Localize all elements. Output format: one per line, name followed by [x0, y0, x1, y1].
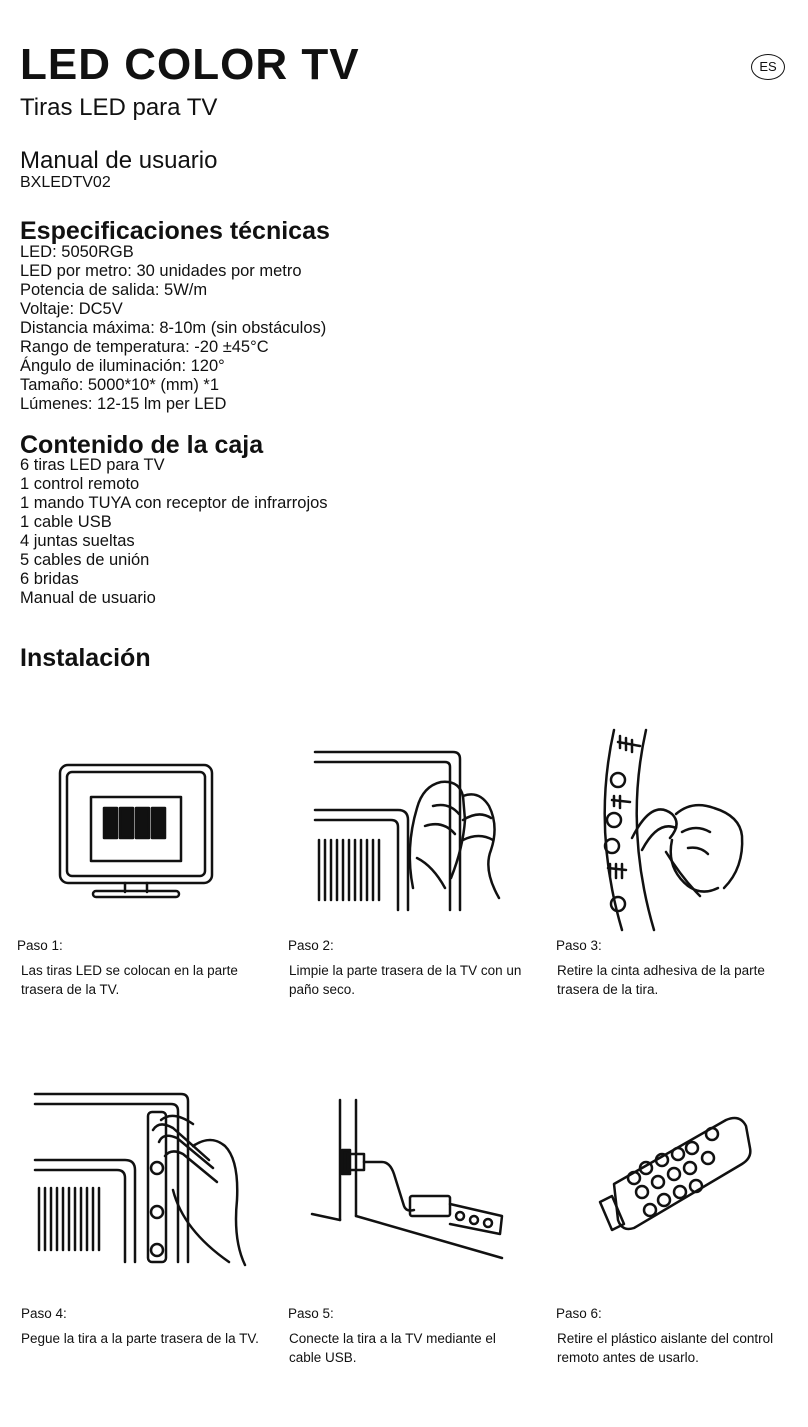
specs-list [20, 243, 326, 414]
step-6-text: Retire el plástico aislante del control remoto antes de usarlo. [557, 1331, 774, 1365]
step-5-text: Conecte la tira a la TV mediante el cable USB. [289, 1331, 496, 1365]
box-list [20, 456, 328, 608]
spec-item: Ángulo de iluminación: 120° [20, 357, 225, 375]
spec-item: Lúmenes: 12-15 lm per LED [20, 395, 227, 413]
peel-tape-icon [592, 728, 757, 933]
box-item: 1 cable USB [20, 513, 112, 531]
model-number: BXLEDTV02 [20, 174, 111, 191]
tv-back-icon [55, 760, 220, 905]
step-3-label: Paso 3: [556, 938, 602, 953]
hand-cloth-icon [313, 748, 508, 913]
box-item: 1 control remoto [20, 475, 140, 493]
step-5-label: Paso 5: [288, 1306, 334, 1321]
step-4-text: Pegue la tira a la parte trasera de la TV. [21, 1331, 259, 1346]
remote-control-icon [598, 1112, 753, 1234]
usb-connect-icon [310, 1098, 510, 1263]
spec-item: Voltaje: DC5V [20, 300, 123, 318]
box-heading: Contenido de la caja [20, 431, 264, 459]
box-item: 6 tiras LED para TV [20, 456, 165, 474]
step-1-text: Las tiras LED se colocan en la parte trasera de la TV. [21, 963, 238, 997]
spec-item: Distancia máxima: 8-10m (sin obstáculos) [20, 319, 327, 337]
step-2-label: Paso 2: [288, 938, 334, 953]
box-item: Manual de usuario [20, 589, 156, 607]
spec-item: LED por metro: 30 unidades por metro [20, 262, 302, 280]
page-title: LED COLOR TV [20, 40, 360, 89]
language-badge: ES [751, 54, 785, 80]
step-1-label: Paso 1: [17, 938, 63, 953]
step-4-label: Paso 4: [21, 1306, 67, 1321]
spec-item: Potencia de salida: 5W/m [20, 281, 208, 299]
step-6-label: Paso 6: [556, 1306, 602, 1321]
spec-item: Rango de temperatura: -20 ±45°C [20, 338, 269, 356]
step-2-text: Limpie la parte trasera de la TV con un paño seco. [289, 963, 522, 997]
box-item: 6 bridas [20, 570, 79, 588]
box-item: 1 mando TUYA con receptor de infrarrojos [20, 494, 328, 512]
step-3-text: Retire la cinta adhesiva de la parte trasera de la tira. [557, 963, 765, 997]
spec-item: Tamaño: 5000*10* (mm) *1 [20, 376, 220, 394]
install-heading: Instalación [20, 644, 151, 672]
manual-title: Manual de usuario [20, 147, 218, 174]
box-item: 4 juntas sueltas [20, 532, 135, 550]
specs-heading: Especificaciones técnicas [20, 217, 330, 245]
spec-item: LED: 5050RGB [20, 243, 134, 261]
box-item: 5 cables de unión [20, 551, 150, 569]
stick-strip-icon [33, 1090, 243, 1265]
page-subtitle: Tiras LED para TV [20, 94, 218, 121]
